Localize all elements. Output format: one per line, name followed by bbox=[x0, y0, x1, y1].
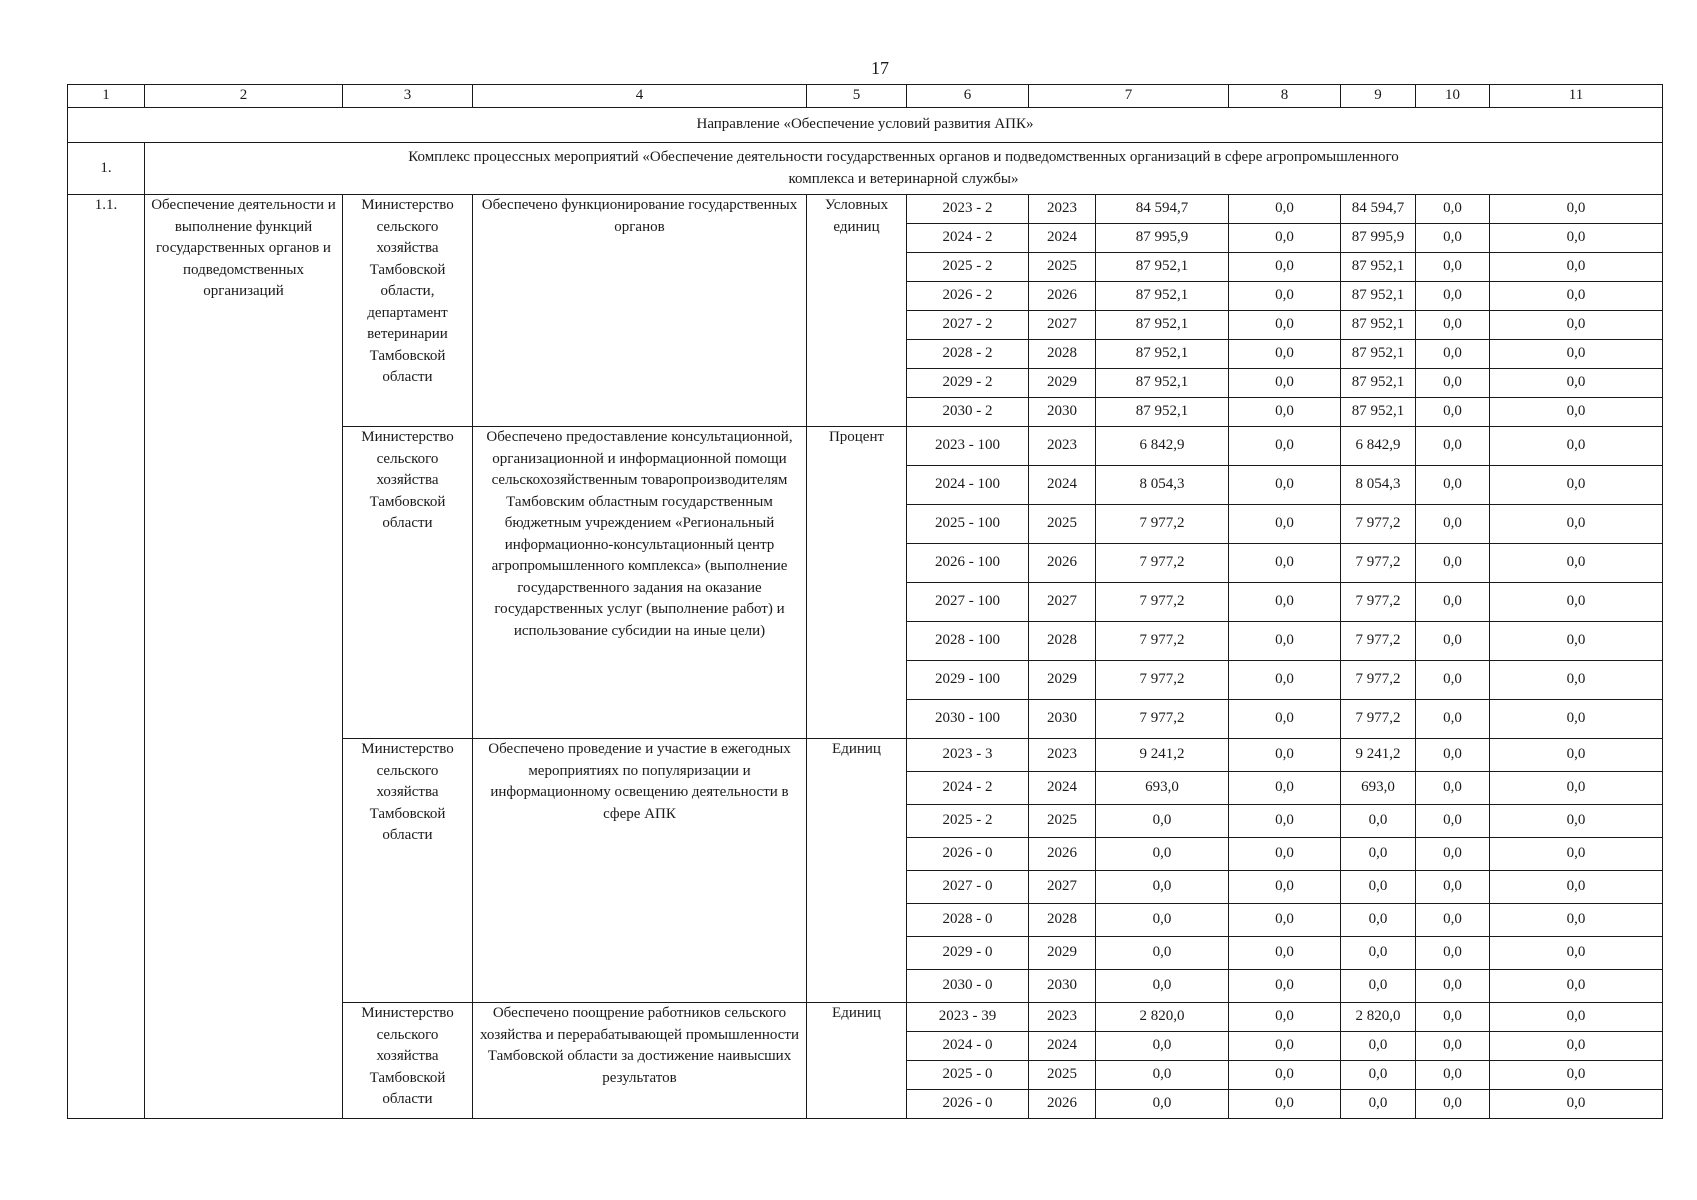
target-value: 2024 - 100 bbox=[907, 466, 1029, 505]
total-value: 8 054,3 bbox=[1096, 466, 1229, 505]
col9-value: 7 977,2 bbox=[1341, 661, 1416, 700]
col10-value: 0,0 bbox=[1416, 1090, 1490, 1119]
col-number-7: 7 bbox=[1029, 85, 1229, 108]
col9-value: 7 977,2 bbox=[1341, 505, 1416, 544]
target-value: 2028 - 2 bbox=[907, 340, 1029, 369]
target-value: 2023 - 2 bbox=[907, 195, 1029, 224]
table-row bbox=[68, 195, 1663, 224]
col11-value: 0,0 bbox=[1490, 937, 1663, 970]
column-number-row bbox=[68, 85, 1663, 108]
col9-value: 84 594,7 bbox=[1341, 195, 1416, 224]
year-value: 2029 bbox=[1029, 937, 1096, 970]
col11-value: 0,0 bbox=[1490, 369, 1663, 398]
year-value: 2029 bbox=[1029, 369, 1096, 398]
col11-value: 0,0 bbox=[1490, 661, 1663, 700]
year-value: 2026 bbox=[1029, 1090, 1096, 1119]
total-value: 7 977,2 bbox=[1096, 505, 1229, 544]
col10-value: 0,0 bbox=[1416, 340, 1490, 369]
total-value: 0,0 bbox=[1096, 871, 1229, 904]
col11-value: 0,0 bbox=[1490, 282, 1663, 311]
target-value: 2026 - 100 bbox=[907, 544, 1029, 583]
col10-value: 0,0 bbox=[1416, 622, 1490, 661]
program-table bbox=[67, 84, 1663, 1119]
col10-value: 0,0 bbox=[1416, 369, 1490, 398]
col11-value: 0,0 bbox=[1490, 224, 1663, 253]
col8-value: 0,0 bbox=[1229, 772, 1341, 805]
year-value: 2025 bbox=[1029, 505, 1096, 544]
col9-value: 87 952,1 bbox=[1341, 311, 1416, 340]
col8-value: 0,0 bbox=[1229, 369, 1341, 398]
col8-value: 0,0 bbox=[1229, 427, 1341, 466]
target-value: 2026 - 0 bbox=[907, 1090, 1029, 1119]
target-value: 2024 - 0 bbox=[907, 1032, 1029, 1061]
total-value: 0,0 bbox=[1096, 937, 1229, 970]
total-value: 7 977,2 bbox=[1096, 622, 1229, 661]
result-cell: Обеспечено предоставление консультационной, организационной и информационной помощи сельскохозяйственным товаропроизводителям Тамбовским областным государственным бюджетным учреждением «Региональный информационно-консультационный центр агропромышленного комплекса» (выполнение государственного задания на оказание государственных услуг (выполнение работ) и использование субсидии на иные цели) bbox=[473, 427, 807, 739]
target-value: 2026 - 0 bbox=[907, 838, 1029, 871]
col8-value: 0,0 bbox=[1229, 622, 1341, 661]
page-number: 17 bbox=[871, 58, 889, 78]
total-value: 7 977,2 bbox=[1096, 583, 1229, 622]
col10-value: 0,0 bbox=[1416, 505, 1490, 544]
target-value: 2024 - 2 bbox=[907, 224, 1029, 253]
col10-value: 0,0 bbox=[1416, 937, 1490, 970]
col8-value: 0,0 bbox=[1229, 505, 1341, 544]
col9-value: 7 977,2 bbox=[1341, 544, 1416, 583]
direction-row bbox=[68, 108, 1663, 143]
year-value: 2023 bbox=[1029, 1003, 1096, 1032]
col-number-9: 9 bbox=[1341, 85, 1416, 108]
col8-value: 0,0 bbox=[1229, 805, 1341, 838]
col8-value: 0,0 bbox=[1229, 282, 1341, 311]
result-cell: Обеспечено проведение и участие в ежегодных мероприятиях по популяризации и информационному освещению деятельности в сфере АПК bbox=[473, 739, 807, 1003]
col8-value: 0,0 bbox=[1229, 544, 1341, 583]
col-number-3: 3 bbox=[343, 85, 473, 108]
year-value: 2029 bbox=[1029, 661, 1096, 700]
year-value: 2030 bbox=[1029, 970, 1096, 1003]
col10-value: 0,0 bbox=[1416, 583, 1490, 622]
col8-value: 0,0 bbox=[1229, 1003, 1341, 1032]
col8-value: 0,0 bbox=[1229, 838, 1341, 871]
col9-value: 0,0 bbox=[1341, 1090, 1416, 1119]
col9-value: 87 952,1 bbox=[1341, 282, 1416, 311]
total-value: 87 952,1 bbox=[1096, 340, 1229, 369]
col11-value: 0,0 bbox=[1490, 583, 1663, 622]
year-value: 2024 bbox=[1029, 224, 1096, 253]
col10-value: 0,0 bbox=[1416, 224, 1490, 253]
col9-value: 87 952,1 bbox=[1341, 253, 1416, 282]
col8-value: 0,0 bbox=[1229, 937, 1341, 970]
year-value: 2023 bbox=[1029, 427, 1096, 466]
col8-value: 0,0 bbox=[1229, 904, 1341, 937]
col9-value: 87 952,1 bbox=[1341, 398, 1416, 427]
col8-value: 0,0 bbox=[1229, 340, 1341, 369]
col10-value: 0,0 bbox=[1416, 1032, 1490, 1061]
year-value: 2023 bbox=[1029, 195, 1096, 224]
col8-value: 0,0 bbox=[1229, 311, 1341, 340]
total-value: 84 594,7 bbox=[1096, 195, 1229, 224]
col8-value: 0,0 bbox=[1229, 970, 1341, 1003]
col10-value: 0,0 bbox=[1416, 970, 1490, 1003]
year-value: 2028 bbox=[1029, 904, 1096, 937]
target-value: 2029 - 0 bbox=[907, 937, 1029, 970]
col11-value: 0,0 bbox=[1490, 871, 1663, 904]
col10-value: 0,0 bbox=[1416, 904, 1490, 937]
col9-value: 87 995,9 bbox=[1341, 224, 1416, 253]
target-value: 2025 - 100 bbox=[907, 505, 1029, 544]
col8-value: 0,0 bbox=[1229, 661, 1341, 700]
col9-value: 0,0 bbox=[1341, 805, 1416, 838]
col9-value: 9 241,2 bbox=[1341, 739, 1416, 772]
col10-value: 0,0 bbox=[1416, 838, 1490, 871]
target-value: 2024 - 2 bbox=[907, 772, 1029, 805]
total-value: 87 995,9 bbox=[1096, 224, 1229, 253]
col11-value: 0,0 bbox=[1490, 904, 1663, 937]
col11-value: 0,0 bbox=[1490, 805, 1663, 838]
col9-value: 7 977,2 bbox=[1341, 622, 1416, 661]
total-value: 87 952,1 bbox=[1096, 282, 1229, 311]
unit-cell: Условных единиц bbox=[807, 195, 907, 427]
target-value: 2025 - 2 bbox=[907, 805, 1029, 838]
executor-cell: Министерство сельского хозяйства Тамбовской области, департамент ветеринарии Тамбовской области bbox=[343, 195, 473, 427]
target-value: 2030 - 2 bbox=[907, 398, 1029, 427]
complex-number: 1. bbox=[68, 143, 145, 195]
col10-value: 0,0 bbox=[1416, 253, 1490, 282]
col10-value: 0,0 bbox=[1416, 1061, 1490, 1090]
year-value: 2025 bbox=[1029, 1061, 1096, 1090]
col11-value: 0,0 bbox=[1490, 1090, 1663, 1119]
target-value: 2023 - 100 bbox=[907, 427, 1029, 466]
col11-value: 0,0 bbox=[1490, 772, 1663, 805]
col11-value: 0,0 bbox=[1490, 195, 1663, 224]
col11-value: 0,0 bbox=[1490, 700, 1663, 739]
target-value: 2027 - 100 bbox=[907, 583, 1029, 622]
total-value: 0,0 bbox=[1096, 805, 1229, 838]
total-value: 7 977,2 bbox=[1096, 661, 1229, 700]
col10-value: 0,0 bbox=[1416, 805, 1490, 838]
col10-value: 0,0 bbox=[1416, 544, 1490, 583]
year-value: 2025 bbox=[1029, 253, 1096, 282]
col-number-8: 8 bbox=[1229, 85, 1341, 108]
target-value: 2026 - 2 bbox=[907, 282, 1029, 311]
col11-value: 0,0 bbox=[1490, 427, 1663, 466]
total-value: 0,0 bbox=[1096, 1061, 1229, 1090]
total-value: 2 820,0 bbox=[1096, 1003, 1229, 1032]
target-value: 2030 - 100 bbox=[907, 700, 1029, 739]
year-value: 2023 bbox=[1029, 739, 1096, 772]
item-number: 1.1. bbox=[68, 195, 145, 1119]
target-value: 2023 - 39 bbox=[907, 1003, 1029, 1032]
col9-value: 0,0 bbox=[1341, 970, 1416, 1003]
col11-value: 0,0 bbox=[1490, 311, 1663, 340]
col8-value: 0,0 bbox=[1229, 739, 1341, 772]
col10-value: 0,0 bbox=[1416, 661, 1490, 700]
col11-value: 0,0 bbox=[1490, 1032, 1663, 1061]
year-value: 2027 bbox=[1029, 871, 1096, 904]
target-value: 2025 - 0 bbox=[907, 1061, 1029, 1090]
target-value: 2028 - 0 bbox=[907, 904, 1029, 937]
direction-title: Направление «Обеспечение условий развития АПК» bbox=[68, 108, 1663, 143]
col9-value: 0,0 bbox=[1341, 1061, 1416, 1090]
year-value: 2030 bbox=[1029, 700, 1096, 739]
item-name: Обеспечение деятельности и выполнение функций государственных органов и подведомственных организаций bbox=[145, 195, 343, 1119]
col10-value: 0,0 bbox=[1416, 427, 1490, 466]
year-value: 2026 bbox=[1029, 282, 1096, 311]
complex-title: Комплекс процессных мероприятий «Обеспечение деятельности государственных органов и подведомственных организаций в сфере агропромышленного комплекса и ветеринарной службы» bbox=[145, 143, 1663, 195]
col9-value: 87 952,1 bbox=[1341, 340, 1416, 369]
col9-value: 0,0 bbox=[1341, 838, 1416, 871]
target-value: 2023 - 3 bbox=[907, 739, 1029, 772]
col9-value: 7 977,2 bbox=[1341, 583, 1416, 622]
col9-value: 0,0 bbox=[1341, 937, 1416, 970]
col-number-5: 5 bbox=[807, 85, 907, 108]
year-value: 2025 bbox=[1029, 805, 1096, 838]
total-value: 87 952,1 bbox=[1096, 311, 1229, 340]
col8-value: 0,0 bbox=[1229, 224, 1341, 253]
total-value: 693,0 bbox=[1096, 772, 1229, 805]
total-value: 7 977,2 bbox=[1096, 700, 1229, 739]
total-value: 0,0 bbox=[1096, 1032, 1229, 1061]
target-value: 2030 - 0 bbox=[907, 970, 1029, 1003]
year-value: 2027 bbox=[1029, 311, 1096, 340]
col11-value: 0,0 bbox=[1490, 505, 1663, 544]
col10-value: 0,0 bbox=[1416, 871, 1490, 904]
col10-value: 0,0 bbox=[1416, 739, 1490, 772]
col11-value: 0,0 bbox=[1490, 544, 1663, 583]
year-value: 2027 bbox=[1029, 583, 1096, 622]
col8-value: 0,0 bbox=[1229, 1090, 1341, 1119]
col11-value: 0,0 bbox=[1490, 838, 1663, 871]
col11-value: 0,0 bbox=[1490, 340, 1663, 369]
target-value: 2027 - 2 bbox=[907, 311, 1029, 340]
col11-value: 0,0 bbox=[1490, 970, 1663, 1003]
unit-cell: Процент bbox=[807, 427, 907, 739]
col11-value: 0,0 bbox=[1490, 622, 1663, 661]
col10-value: 0,0 bbox=[1416, 1003, 1490, 1032]
col9-value: 693,0 bbox=[1341, 772, 1416, 805]
col8-value: 0,0 bbox=[1229, 398, 1341, 427]
total-value: 6 842,9 bbox=[1096, 427, 1229, 466]
year-value: 2028 bbox=[1029, 622, 1096, 661]
col-number-10: 10 bbox=[1416, 85, 1490, 108]
col-number-2: 2 bbox=[145, 85, 343, 108]
total-value: 0,0 bbox=[1096, 970, 1229, 1003]
col11-value: 0,0 bbox=[1490, 398, 1663, 427]
total-value: 0,0 bbox=[1096, 904, 1229, 937]
target-value: 2027 - 0 bbox=[907, 871, 1029, 904]
year-value: 2024 bbox=[1029, 1032, 1096, 1061]
col9-value: 0,0 bbox=[1341, 871, 1416, 904]
col9-value: 8 054,3 bbox=[1341, 466, 1416, 505]
col10-value: 0,0 bbox=[1416, 398, 1490, 427]
col10-value: 0,0 bbox=[1416, 772, 1490, 805]
target-value: 2028 - 100 bbox=[907, 622, 1029, 661]
year-value: 2026 bbox=[1029, 838, 1096, 871]
col9-value: 6 842,9 bbox=[1341, 427, 1416, 466]
col10-value: 0,0 bbox=[1416, 282, 1490, 311]
col11-value: 0,0 bbox=[1490, 466, 1663, 505]
col11-value: 0,0 bbox=[1490, 253, 1663, 282]
col9-value: 2 820,0 bbox=[1341, 1003, 1416, 1032]
total-value: 87 952,1 bbox=[1096, 398, 1229, 427]
col10-value: 0,0 bbox=[1416, 700, 1490, 739]
col-number-1: 1 bbox=[68, 85, 145, 108]
col9-value: 0,0 bbox=[1341, 1032, 1416, 1061]
executor-cell: Министерство сельского хозяйства Тамбовской области bbox=[343, 427, 473, 739]
col8-value: 0,0 bbox=[1229, 253, 1341, 282]
unit-cell: Единиц bbox=[807, 1003, 907, 1119]
table-body bbox=[68, 85, 1663, 1119]
col11-value: 0,0 bbox=[1490, 1061, 1663, 1090]
target-value: 2025 - 2 bbox=[907, 253, 1029, 282]
col8-value: 0,0 bbox=[1229, 466, 1341, 505]
year-value: 2024 bbox=[1029, 466, 1096, 505]
result-cell: Обеспечено функционирование государственных органов bbox=[473, 195, 807, 427]
total-value: 87 952,1 bbox=[1096, 253, 1229, 282]
col8-value: 0,0 bbox=[1229, 871, 1341, 904]
unit-cell: Единиц bbox=[807, 739, 907, 1003]
year-value: 2030 bbox=[1029, 398, 1096, 427]
col8-value: 0,0 bbox=[1229, 1061, 1341, 1090]
year-value: 2026 bbox=[1029, 544, 1096, 583]
col8-value: 0,0 bbox=[1229, 195, 1341, 224]
col8-value: 0,0 bbox=[1229, 583, 1341, 622]
col9-value: 87 952,1 bbox=[1341, 369, 1416, 398]
target-value: 2029 - 2 bbox=[907, 369, 1029, 398]
year-value: 2024 bbox=[1029, 772, 1096, 805]
year-value: 2028 bbox=[1029, 340, 1096, 369]
col9-value: 7 977,2 bbox=[1341, 700, 1416, 739]
col11-value: 0,0 bbox=[1490, 1003, 1663, 1032]
complex-row bbox=[68, 143, 1663, 195]
total-value: 0,0 bbox=[1096, 1090, 1229, 1119]
executor-cell: Министерство сельского хозяйства Тамбовской области bbox=[343, 739, 473, 1003]
col-number-6: 6 bbox=[907, 85, 1029, 108]
col10-value: 0,0 bbox=[1416, 311, 1490, 340]
total-value: 9 241,2 bbox=[1096, 739, 1229, 772]
executor-cell: Министерство сельского хозяйства Тамбовской области bbox=[343, 1003, 473, 1119]
col-number-11: 11 bbox=[1490, 85, 1663, 108]
target-value: 2029 - 100 bbox=[907, 661, 1029, 700]
total-value: 87 952,1 bbox=[1096, 369, 1229, 398]
total-value: 0,0 bbox=[1096, 838, 1229, 871]
result-cell: Обеспечено поощрение работников сельского хозяйства и перерабатывающей промышленности Тамбовской области за достижение наивысших результатов bbox=[473, 1003, 807, 1119]
col8-value: 0,0 bbox=[1229, 700, 1341, 739]
col10-value: 0,0 bbox=[1416, 466, 1490, 505]
col9-value: 0,0 bbox=[1341, 904, 1416, 937]
col-number-4: 4 bbox=[473, 85, 807, 108]
col10-value: 0,0 bbox=[1416, 195, 1490, 224]
col11-value: 0,0 bbox=[1490, 739, 1663, 772]
total-value: 7 977,2 bbox=[1096, 544, 1229, 583]
col8-value: 0,0 bbox=[1229, 1032, 1341, 1061]
